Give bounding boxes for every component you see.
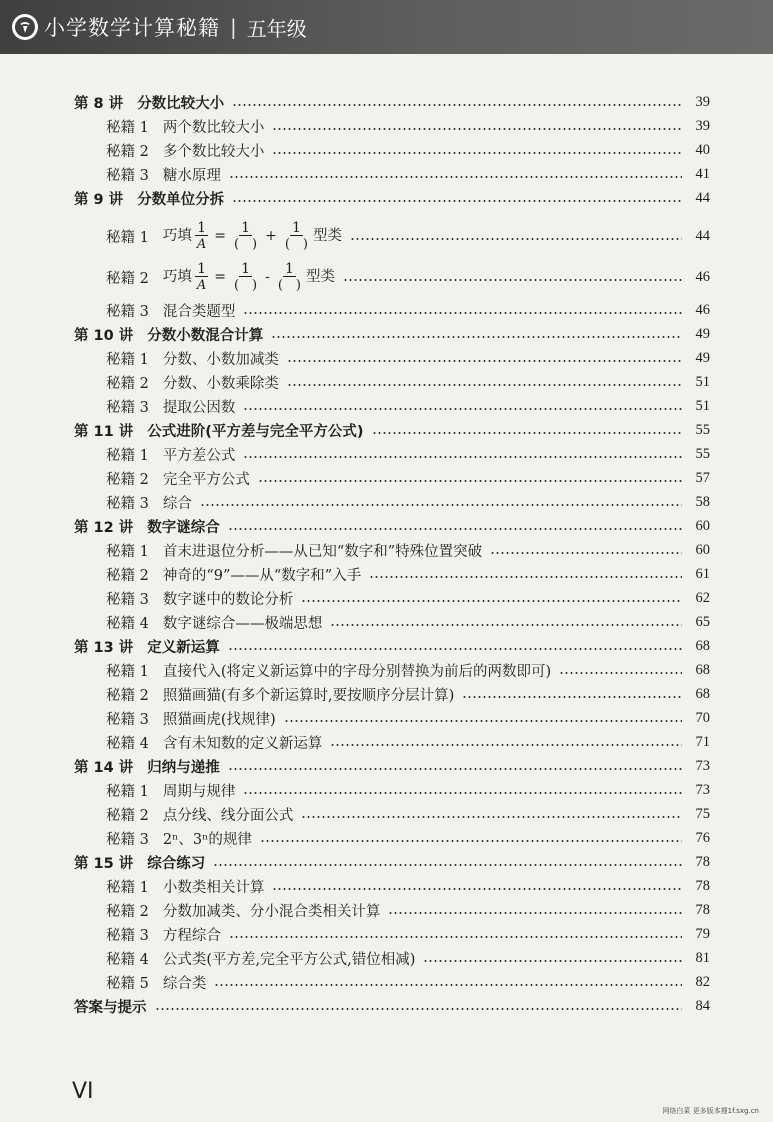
toc-section-row[interactable]	[106, 658, 710, 682]
dot-leader	[272, 152, 682, 154]
fraction-denominator: ( )	[277, 278, 302, 293]
section-title: 首末进退位分析——从已知“数字和”特殊位置突破	[162, 543, 483, 560]
section-label: 秘籍 2	[106, 807, 149, 824]
chapter-title: 数字谜综合	[147, 519, 220, 536]
dot-leader	[229, 176, 682, 178]
fraction-numerator: 1	[241, 261, 250, 277]
title-prefix: 巧填	[162, 228, 192, 244]
toc-section-row[interactable]	[106, 162, 710, 186]
section-label: 秘籍 2	[106, 567, 149, 584]
fraction-numerator: 1	[197, 261, 206, 277]
dot-leader	[559, 672, 682, 674]
toc-section-row[interactable]	[106, 706, 710, 730]
dot-leader	[260, 840, 682, 842]
dot-leader	[272, 888, 682, 890]
toc-chapter-row[interactable]	[74, 514, 710, 538]
chapter-title: 分数单位分拆	[137, 191, 225, 208]
dot-leader	[258, 480, 682, 482]
toc-section-row[interactable]	[106, 610, 710, 634]
dot-leader	[462, 696, 682, 698]
section-title	[163, 221, 342, 251]
page-ref: 44	[695, 227, 710, 244]
page-ref: 55	[695, 421, 710, 438]
title-prefix: 巧填	[162, 269, 192, 285]
toc-section-row[interactable]	[106, 562, 710, 586]
fraction-denominator: ( )	[284, 237, 309, 252]
dot-leader	[243, 408, 682, 410]
section-label: 秘籍 3	[106, 399, 149, 416]
equals-sign: =	[214, 228, 226, 244]
page-ref: 51	[695, 373, 710, 390]
section-label: 秘籍 3	[106, 711, 149, 728]
toc-section-row[interactable]	[106, 730, 710, 754]
section-title: 2ⁿ、3ⁿ的规律	[162, 831, 252, 848]
section-label: 秘籍 2	[106, 270, 149, 287]
header-divider: |	[230, 15, 237, 39]
section-label: 秘籍 1	[106, 229, 149, 246]
section-label: 秘籍 1	[106, 783, 149, 800]
section-title: 两个数比较大小	[162, 119, 265, 136]
dot-leader	[330, 624, 682, 626]
dot-leader	[350, 238, 682, 240]
chapter-label: 第 8 讲	[74, 95, 124, 112]
page-ref: 79	[695, 925, 710, 942]
dot-leader	[388, 912, 682, 914]
dot-leader	[369, 576, 682, 578]
page-ref: 81	[695, 949, 710, 966]
fraction	[232, 221, 259, 251]
section-title: 数字谜综合——极端思想	[162, 615, 323, 632]
section-title	[163, 262, 335, 292]
fraction	[276, 262, 303, 292]
section-label: 秘籍 1	[106, 663, 149, 680]
section-title: 多个数比较大小	[162, 143, 265, 160]
dot-leader	[232, 200, 682, 202]
toc-chapter-row[interactable]	[74, 754, 710, 778]
grade-label: 五年级	[246, 16, 307, 41]
section-title: 直接代入(将定义新运算中的字母分别替换为前后的两数即可)	[162, 663, 552, 680]
title-suffix: 型类	[313, 228, 343, 244]
dot-leader	[243, 792, 682, 794]
page-ref: 76	[695, 829, 710, 846]
fraction-denominator: A	[196, 278, 207, 293]
section-title: 提取公因数	[162, 399, 236, 416]
page-ref: 61	[695, 565, 710, 582]
section-title: 方程综合	[162, 927, 221, 944]
dot-leader	[214, 984, 682, 986]
section-label: 秘籍 4	[106, 735, 149, 752]
toc-section-row[interactable]	[106, 394, 710, 418]
dot-leader	[228, 528, 682, 530]
book-logo-icon	[12, 14, 38, 40]
toc-chapter-row[interactable]	[74, 90, 710, 114]
page-ref: 70	[695, 709, 710, 726]
section-label: 秘籍 5	[106, 975, 149, 992]
dot-leader	[301, 600, 682, 602]
operator-sign: -	[265, 269, 270, 285]
dot-leader	[301, 816, 682, 818]
page-ref: 41	[695, 165, 710, 182]
page-ref: 82	[695, 973, 710, 990]
page-header	[0, 0, 773, 54]
book-title: 小学数学计算秘籍	[44, 16, 220, 40]
section-label: 秘籍 1	[106, 447, 149, 464]
page-ref: 58	[695, 493, 710, 510]
toc-chapter-row[interactable]	[74, 322, 710, 346]
section-title: 含有未知数的定义新运算	[162, 735, 323, 752]
section-title: 完全平方公式	[162, 471, 250, 488]
dot-leader	[272, 128, 682, 130]
toc-section-row[interactable]	[106, 922, 710, 946]
chapter-title: 公式进阶(平方差与完全平方公式)	[147, 423, 364, 440]
dot-leader	[423, 960, 682, 962]
toc-section-row[interactable]	[106, 538, 710, 562]
section-label: 秘籍 3	[106, 591, 149, 608]
page-ref: 51	[695, 397, 710, 414]
fraction	[232, 262, 259, 292]
section-label: 秘籍 3	[106, 303, 149, 320]
chapter-label: 答案与提示	[74, 999, 147, 1016]
section-label: 秘籍 2	[106, 143, 149, 160]
page-ref: 73	[695, 781, 710, 798]
section-label: 秘籍 2	[106, 471, 149, 488]
toc-section-row[interactable]	[106, 946, 710, 970]
section-label: 秘籍 3	[106, 495, 149, 512]
chapter-label: 第 10 讲	[74, 327, 134, 344]
section-label: 秘籍 4	[106, 615, 149, 632]
page-ref: 57	[695, 469, 710, 486]
section-title: 周期与规律	[162, 783, 236, 800]
page-ref: 60	[695, 517, 710, 534]
section-title: 分数、小数乘除类	[162, 375, 279, 392]
dot-leader	[243, 456, 682, 458]
toc-chapter-row[interactable]	[74, 850, 710, 874]
toc-section-row[interactable]	[106, 778, 710, 802]
toc-section-row[interactable]	[106, 259, 710, 295]
section-label: 秘籍 3	[106, 927, 149, 944]
section-label: 秘籍 4	[106, 951, 149, 968]
chapter-label: 第 12 讲	[74, 519, 134, 536]
page-ref: 40	[695, 141, 710, 158]
chapter-title: 综合练习	[147, 855, 206, 872]
page-ref: 68	[695, 685, 710, 702]
page-ref: 55	[695, 445, 710, 462]
fraction-denominator: A	[196, 237, 207, 252]
fraction-numerator: 1	[241, 220, 250, 236]
fraction-numerator: 1	[284, 261, 294, 277]
page-ref: 78	[695, 853, 710, 870]
section-title: 小数类相关计算	[162, 879, 265, 896]
page-number: VI	[72, 1079, 94, 1104]
section-label: 秘籍 1	[106, 351, 149, 368]
section-title: 照猫画猫(有多个新运算时,要按顺序分层计算)	[162, 687, 455, 704]
toc-section-row[interactable]	[106, 370, 710, 394]
section-title: 点分线、线分面公式	[162, 807, 294, 824]
dot-leader	[372, 432, 682, 434]
fraction	[283, 221, 310, 251]
page-ref: 65	[695, 613, 710, 630]
page-ref: 84	[695, 997, 710, 1014]
section-title: 分数、小数加减类	[162, 351, 279, 368]
watermark-text: 网络白菜 更多版本搜1f.sxg.cn	[662, 1107, 759, 1115]
page-ref: 71	[695, 733, 710, 750]
dot-leader	[490, 552, 682, 554]
toc-chapter-row[interactable]	[74, 994, 710, 1018]
section-title: 混合类题型	[162, 303, 236, 320]
chapter-title: 定义新运算	[147, 639, 220, 656]
section-title: 综合	[162, 495, 192, 512]
equals-sign: =	[214, 269, 226, 285]
toc-chapter-row[interactable]	[74, 418, 710, 442]
fraction-denominator: ( )	[233, 237, 258, 252]
dot-leader	[243, 312, 682, 314]
chapter-title: 分数比较大小	[137, 95, 225, 112]
chapter-label: 第 9 讲	[74, 191, 124, 208]
page-ref: 68	[695, 637, 710, 654]
dot-leader	[284, 720, 682, 722]
section-label: 秘籍 3	[106, 831, 149, 848]
toc-section-row[interactable]	[106, 970, 710, 994]
page-ref: 62	[695, 589, 710, 606]
toc-section-row[interactable]	[106, 826, 710, 850]
fraction-numerator: 1	[197, 220, 206, 236]
section-title: 综合类	[162, 975, 207, 992]
section-title: 糖水原理	[162, 167, 221, 184]
section-label: 秘籍 2	[106, 687, 149, 704]
operator-sign: +	[265, 228, 277, 244]
page-ref: 46	[695, 301, 710, 318]
page-ref: 39	[695, 93, 710, 110]
dot-leader	[287, 384, 682, 386]
fraction-denominator: ( )	[233, 278, 258, 293]
page-ref: 78	[695, 901, 710, 918]
section-label: 秘籍 3	[106, 167, 149, 184]
dot-leader	[229, 936, 682, 938]
section-title: 平方差公式	[162, 447, 236, 464]
toc-section-row[interactable]	[106, 682, 710, 706]
dot-leader	[343, 279, 682, 281]
section-title: 神奇的“9”——从“数字和”入手	[162, 567, 362, 584]
dot-leader	[228, 648, 682, 650]
page-ref: 39	[695, 117, 710, 134]
chapter-label: 第 15 讲	[74, 855, 134, 872]
dot-leader	[287, 360, 682, 362]
dot-leader	[200, 504, 682, 506]
page-ref: 49	[695, 325, 710, 342]
page-ref: 49	[695, 349, 710, 366]
toc-section-row[interactable]	[106, 138, 710, 162]
page-ref: 44	[695, 189, 710, 206]
toc-section-row[interactable]	[106, 218, 710, 254]
dot-leader	[228, 768, 682, 770]
section-label: 秘籍 2	[106, 903, 149, 920]
fraction	[195, 262, 208, 292]
dot-leader	[232, 104, 682, 106]
page-ref: 75	[695, 805, 710, 822]
chapter-label: 第 11 讲	[74, 423, 134, 440]
toc-section-row[interactable]	[106, 442, 710, 466]
page-ref: 46	[695, 268, 710, 285]
dot-leader	[271, 336, 682, 338]
toc-section-row[interactable]	[106, 298, 710, 322]
section-title: 照猫画虎(找规律)	[162, 711, 276, 728]
section-label: 秘籍 2	[106, 375, 149, 392]
section-title: 分数加减类、分小混合类相关计算	[162, 903, 381, 920]
section-label: 秘籍 1	[106, 879, 149, 896]
toc-section-row[interactable]	[106, 466, 710, 490]
page-ref: 73	[695, 757, 710, 774]
section-title: 公式类(平方差,完全平方公式,错位相减)	[162, 951, 416, 968]
dot-leader	[330, 744, 682, 746]
fraction-numerator: 1	[291, 220, 301, 236]
toc-section-row[interactable]	[106, 874, 710, 898]
toc-section-row[interactable]	[106, 114, 710, 138]
page-ref: 60	[695, 541, 710, 558]
toc-section-row[interactable]	[106, 346, 710, 370]
section-label: 秘籍 1	[106, 543, 149, 560]
toc-section-row[interactable]	[106, 802, 710, 826]
section-title: 数字谜中的数论分析	[162, 591, 294, 608]
toc-chapter-row[interactable]	[74, 186, 710, 210]
chapter-title: 归纳与递推	[147, 759, 220, 776]
section-label: 秘籍 1	[106, 119, 149, 136]
title-suffix: 型类	[306, 269, 336, 285]
dot-leader	[213, 864, 682, 866]
chapter-title: 分数小数混合计算	[147, 327, 264, 344]
toc-section-row[interactable]	[106, 898, 710, 922]
dot-leader	[155, 1008, 683, 1010]
page-ref: 68	[695, 661, 710, 678]
page-ref: 78	[695, 877, 710, 894]
fraction	[195, 221, 208, 251]
toc-chapter-row[interactable]	[74, 634, 710, 658]
toc-section-row[interactable]	[106, 586, 710, 610]
chapter-label: 第 14 讲	[74, 759, 134, 776]
chapter-label: 第 13 讲	[74, 639, 134, 656]
toc-section-row[interactable]	[106, 490, 710, 514]
